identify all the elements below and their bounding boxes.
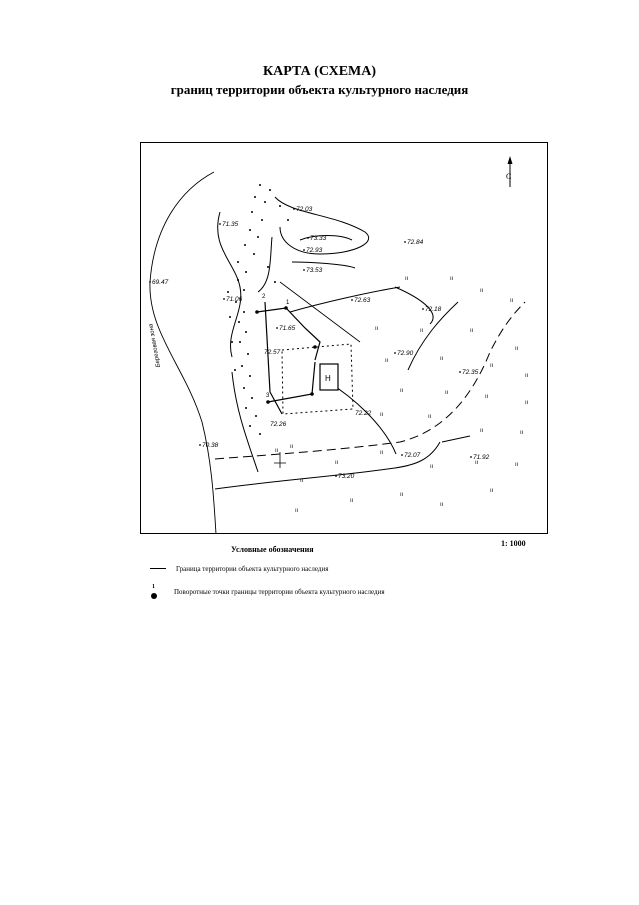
site-plan-map [140, 142, 548, 534]
legend-item-boundary: Граница территории объекта культурного наследия [176, 565, 329, 573]
elevation-label: 70.38 [202, 442, 219, 449]
turning-point-number: 3 [266, 393, 270, 399]
svg-text:ıı: ıı [490, 488, 494, 494]
svg-text:ıı: ıı [420, 328, 424, 334]
elevation-label: 72.84 [407, 239, 424, 246]
legend-point-number: 1 [152, 584, 155, 590]
svg-text:ıı: ıı [480, 428, 484, 434]
elevation-label: 72.26 [270, 421, 287, 428]
svg-text:ıı: ıı [480, 288, 484, 294]
elevation-label: 71.65 [279, 325, 296, 332]
svg-text:ıı: ıı [350, 498, 354, 504]
svg-text:ıı: ıı [440, 502, 444, 508]
turning-point-number: 2 [262, 294, 266, 300]
legend-boundary-line-symbol [150, 568, 166, 569]
bank-label: Береговая зона [148, 323, 162, 368]
elevation-label: 73.53 [306, 267, 323, 274]
elevation-label: 72.07 [404, 452, 421, 459]
svg-text:ıı: ıı [375, 326, 379, 332]
svg-text:ıı: ıı [525, 400, 529, 406]
elevation-label: 72.18 [425, 306, 442, 313]
svg-text:ıı: ıı [380, 412, 384, 418]
svg-text:ıı: ıı [300, 478, 304, 484]
svg-text:ıı: ıı [290, 444, 294, 450]
road-branch [442, 436, 470, 442]
elevation-label: 69.47 [152, 279, 169, 286]
svg-text:ıı: ıı [510, 298, 514, 304]
svg-text:ıı: ıı [515, 462, 519, 468]
svg-text:ıı: ıı [430, 464, 434, 470]
elevation-label: 73.20 [338, 473, 355, 480]
svg-text:ıı: ıı [445, 390, 449, 396]
svg-text:ıı: ıı [475, 460, 479, 466]
bank-line [150, 172, 216, 534]
building-label: Н [325, 374, 331, 383]
elevation-label: 71.06 [226, 296, 243, 303]
north-label: С [506, 172, 512, 181]
elevation-label: 71.35 [222, 221, 239, 228]
legend-item-turning-points: Поворотные точки границы территории объекта культурного наследия [174, 588, 385, 596]
svg-text:ıı: ıı [490, 363, 494, 369]
elevation-label: 72.63 [354, 297, 371, 304]
svg-text:ıı: ıı [450, 276, 454, 282]
elevation-label: 72.93 [306, 247, 323, 254]
svg-text:ıı: ıı [515, 346, 519, 352]
scale-label: 1: 1000 [501, 539, 526, 548]
svg-text:ıı: ıı [275, 448, 279, 454]
elevation-label: 72.35 [462, 369, 479, 376]
svg-text:ıı: ıı [520, 430, 524, 436]
elevation-label: 72.90 [397, 350, 414, 357]
elevation-label: 72.03 [296, 206, 313, 213]
map-title: КАРТА (СХЕМА) [262, 64, 377, 79]
svg-text:ıı: ıı [470, 328, 474, 334]
elevation-label: 71.92 [473, 454, 490, 461]
svg-text:ıı: ıı [440, 356, 444, 362]
map-subtitle: границ территории объекта культурного наследия [170, 82, 469, 97]
heritage-boundary [255, 302, 353, 414]
elevation-marks [152, 206, 490, 480]
turning-point-number: 1 [286, 300, 290, 306]
road-solid-edge [215, 442, 440, 489]
elevation-label: 73.33 [310, 235, 327, 242]
svg-text:ıı: ıı [385, 358, 389, 364]
svg-text:ıı: ıı [525, 373, 529, 379]
path-line [280, 282, 360, 342]
legend-turning-point-icon [151, 593, 157, 599]
legend-title: Условные обозначения [231, 545, 314, 554]
svg-text:ıı: ıı [405, 276, 409, 282]
elevation-label: 72.57 [264, 349, 281, 356]
svg-text:ıı: ıı [428, 414, 432, 420]
svg-text:ıı: ıı [295, 508, 299, 514]
svg-text:ıı: ıı [335, 460, 339, 466]
svg-text:ıı: ıı [485, 394, 489, 400]
svg-text:ıı: ıı [400, 492, 404, 498]
elevation-label: 72.22 [355, 410, 372, 417]
road-dashed-edge [215, 302, 525, 459]
svg-text:ıı: ıı [400, 388, 404, 394]
svg-text:ıı: ıı [380, 450, 384, 456]
